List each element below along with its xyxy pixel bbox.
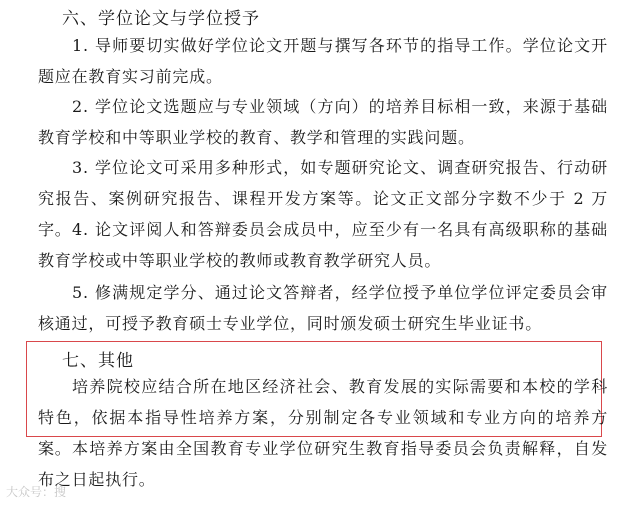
section7-paragraph: 培养院校应结合所在地区经济社会、教育发展的实际需要和本校的学科特色，依据本指导性培养方案，分别制定各专业领域和专业方向的培养方案。 bbox=[38, 377, 608, 458]
section6-item-2: 2. 学位论文选题应与专业领域（方向）的培养目标相一致，来源于基础教育学校和中等职业学校的教育、教学和管理的实践问题。 bbox=[38, 97, 608, 147]
section7-heading: 七、其他 bbox=[62, 351, 134, 371]
section6-item-5: 5. 修满规定学分、通过论文答辩者，经学位授予单位学位评定委员会审核通过，可授予教育硕士专业学位，同时颁发硕士研究生毕业证书。 bbox=[38, 283, 608, 333]
closing-paragraph: 本培养方案由全国教育专业学位研究生教育指导委员会负责解释，自发布之日起执行。 bbox=[38, 439, 608, 489]
watermark: 大众号：搜 bbox=[6, 485, 67, 499]
section6-item-3: 3. 学位论文可采用多种形式，如专题研究论文、调查研究报告、行动研究报告、案例研究报告、课程开发方案等。论文正文部分字数不少于 2 万字。 bbox=[38, 158, 608, 239]
section6-item-4: 4. 论文评阅人和答辩委员会成员中，应至少有一名具有高级职称的基础教育学校或中等职业学校的教师或教育教学研究人员。 bbox=[38, 220, 608, 270]
section6-heading: 六、学位论文与学位授予 bbox=[62, 9, 260, 29]
section6-item-1: 1. 导师要切实做好学位论文开题与撰写各环节的指导工作。学位论文开题应在教育实习前完成。 bbox=[38, 36, 608, 86]
